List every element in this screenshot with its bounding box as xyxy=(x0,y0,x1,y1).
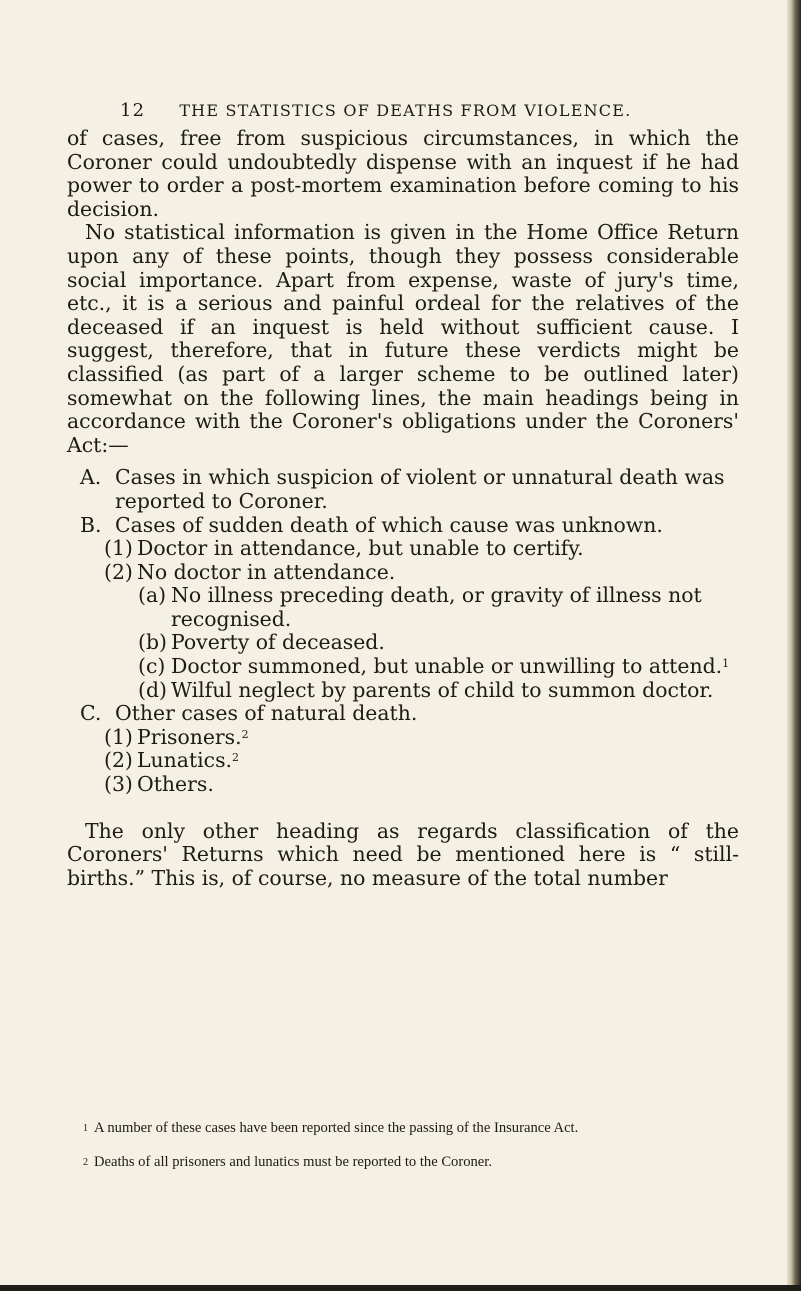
paragraph-statistical: No statistical information is given in the Home Office Return upon any of these points, though they possess considerable social importance. Apart from expense, waste of jury's time, etc., it is a serious and painful ordeal for the relatives of the deceased if an inquest is held without sufficient cause. I suggest, therefore, that in future these verdicts might be classified (as part of a larger scheme to be outlined later) somewhat on the following lines, the main headings being in accordance with the Coroner's obligations under the Coroners' Act:— xyxy=(67,220,739,457)
paragraph-continued: of cases, free from suspicious circumstances, in which the Coroner could undoubtedly dispense with an inquest if he had power to order a post-mortem examination before coming to his decision. xyxy=(67,126,739,221)
list-item-b2c xyxy=(67,655,739,679)
footnote-2 xyxy=(67,1154,739,1171)
running-header xyxy=(120,100,640,121)
list-label: (3) xyxy=(104,772,133,797)
list-text: Cases of sudden death of which cause was unknown. xyxy=(115,512,663,537)
footnote-ref: 1 xyxy=(722,657,730,671)
list-item-c1 xyxy=(67,726,739,750)
footnote-text: Deaths of all prisoners and lunatics must be reported to the Coroner. xyxy=(94,1154,492,1170)
list-label: (1) xyxy=(104,724,133,749)
list-text-content: Lunatics. xyxy=(137,748,233,773)
page-number: 12 xyxy=(120,100,146,121)
list-label: (2) xyxy=(104,559,133,584)
list-text xyxy=(171,655,739,679)
list-label: (a) xyxy=(138,583,167,608)
list-text-content: Prisoners. xyxy=(137,724,242,749)
list-item-b xyxy=(67,514,739,538)
list-text-content: Doctor summoned, but unable or unwilling to attend. xyxy=(171,654,723,679)
footnote-text: A number of these cases have been reported since the passing of the Insurance Act. xyxy=(94,1120,579,1136)
list-item-b2d xyxy=(67,679,739,703)
list-text: No doctor in attendance. xyxy=(137,559,396,584)
list-text: Cases in which suspicion of violent or unnatural death was reported to Coroner. xyxy=(115,465,725,513)
list-label: B. xyxy=(80,512,102,537)
body-text xyxy=(67,127,739,890)
list-label: C. xyxy=(80,701,102,726)
list-text: Other cases of natural death. xyxy=(115,701,418,726)
list-text xyxy=(137,749,739,773)
list-item-b1 xyxy=(67,537,739,561)
list-text: No illness preceding death, or gravity of illness not recognised. xyxy=(171,583,702,631)
list-text: Wilful neglect by parents of child to summon doctor. xyxy=(171,677,714,702)
running-title: THE STATISTICS OF DEATHS FROM VIOLENCE. xyxy=(179,101,632,120)
list-item-a xyxy=(67,466,739,513)
list-label: (d) xyxy=(138,677,167,702)
list-text: Poverty of deceased. xyxy=(171,630,385,655)
list-label: A. xyxy=(80,465,102,490)
list-label: (c) xyxy=(138,654,166,679)
list-text: Others. xyxy=(137,772,214,797)
list-item-b2 xyxy=(67,561,739,585)
list-text: Doctor in attendance, but unable to certify. xyxy=(137,536,584,561)
list-item-c2 xyxy=(67,749,739,773)
page-edge-shadow xyxy=(787,0,801,1291)
footnote-ref: 2 xyxy=(232,751,240,765)
footnote-number: 2 xyxy=(83,1157,88,1168)
list-item-b2b xyxy=(67,631,739,655)
classification-list xyxy=(67,466,739,796)
list-label: (2) xyxy=(104,748,133,773)
paragraph-closing: The only other heading as regards classification of the Coroners' Returns which need be mentioned here is “ still-births.” This is, of course, no measure of the total number xyxy=(67,818,739,890)
footnote-1 xyxy=(67,1120,739,1137)
footnote-number: 1 xyxy=(83,1123,88,1134)
list-label: (1) xyxy=(104,536,133,561)
list-label: (b) xyxy=(138,630,167,655)
list-item-b2a xyxy=(67,584,739,631)
scan-bottom-border xyxy=(0,1285,801,1291)
footnote-ref: 2 xyxy=(241,727,249,741)
list-item-c xyxy=(67,702,739,726)
list-text xyxy=(137,726,739,750)
list-item-c3 xyxy=(67,773,739,797)
